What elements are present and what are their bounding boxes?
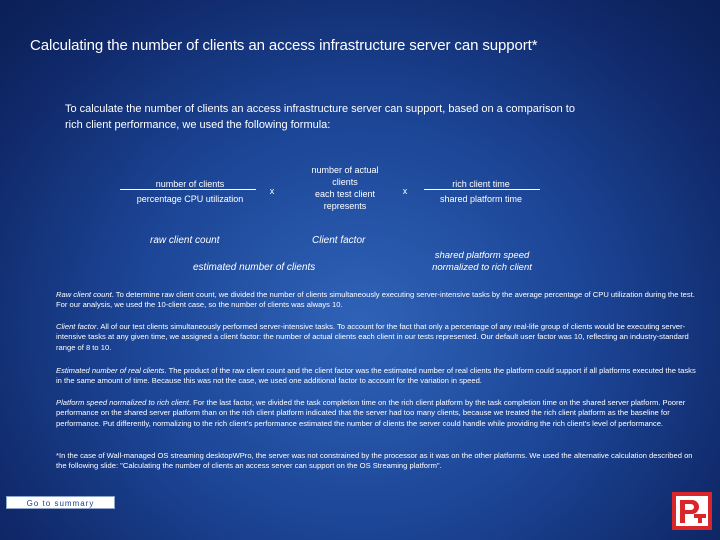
formula-term3-numerator: rich client time [452, 179, 510, 189]
paragraph-platform-speed [56, 398, 696, 429]
formula-label-raw-client-count: raw client count [150, 235, 220, 246]
pt-logo-icon [672, 492, 712, 530]
formula-operator-1: x [269, 186, 275, 196]
paragraph-factor-text: . All of our test clients simultaneously performed server-intensive tasks. To account for the fact that only a percentage of any real-life group of clients would be executing server-intensive tasks at any given time, we assigned a client factor: the number of actual clients each client in our tests represented. Our default user factor was 10, reflecting an industry-standard range of 8 to 10. [56, 322, 689, 352]
formula-operator-2: x [402, 186, 408, 196]
formula-term2-line4: represents [323, 201, 367, 211]
formula-term3-fraction-line [424, 189, 540, 190]
paragraph-client-factor [56, 322, 696, 353]
formula-label-speed [424, 250, 540, 274]
formula-term1-fraction-line [120, 189, 256, 190]
paragraph-estimated-clients [56, 366, 696, 387]
paragraph-speed-term: Platform speed normalized to rich client [56, 398, 189, 407]
formula-term2-line3: each test client [314, 189, 376, 199]
intro-text: To calculate the number of clients an access infrastructure server can support, based on a comparison to rich client performance, we used the following formula: [65, 103, 575, 131]
paragraph-raw-text: . To determine raw client count, we divided the number of clients simultaneously executing server-intensive tasks by the average percentage of CPU utilization during the test. For our analysis, we used the 10-client case, so the number of clients was always 10. [56, 290, 695, 310]
paragraph-footnote: *In the case of Wall-managed OS streaming desktopWPro, the server was not constrained by the processor as it was on the other platforms. We used the alternative calculation described on the following slide: "Calculating the number of clients an access server can support on the OS Streaming platform". [56, 451, 693, 471]
slide-title: Calculating the number of clients an access infrastructure server can support* [30, 37, 538, 54]
formula-term1-denominator: percentage CPU utilization [136, 194, 244, 204]
formula-label-speed-line2: normalized to rich client [432, 262, 532, 273]
formula-term2-line2: clients [332, 177, 358, 187]
paragraph-speed-text: . For the last factor, we divided the task completion time on the rich client platform by the task completion time on the shared server platform. Poorer performance on the shared server platform than on the rich client platform indicated that the server had too many clients, because we treated the rich client platform as the baseline for performance. Put differently, normalizing to the rich client's performance estimated the number of clients the server could handle while providing the rich client's level of performance. [56, 398, 686, 428]
paragraph-raw-term: Raw client count [56, 290, 112, 299]
principled-technologies-logo [672, 492, 712, 530]
formula-label-speed-line1: shared platform speed [434, 250, 530, 261]
formula-label-client-factor: Client factor [312, 235, 366, 246]
go-to-summary-button[interactable]: Go to summary [6, 496, 115, 509]
paragraph-estimated-text: . The product of the raw client count and the client factor was the estimated number of real clients the platform could support if all platforms executed the tasks in the same amount of time. Because this was not the case, we used one additional factor to account for the variation in speed. [56, 366, 696, 386]
formula-term3-denominator: shared platform time [439, 194, 523, 204]
formula-term1-numerator: number of clients [155, 179, 225, 189]
formula-term2-line1: number of actual [311, 165, 379, 175]
paragraph-estimated-term: Estimated number of real clients [56, 366, 165, 375]
paragraph-factor-term: Client factor [56, 322, 97, 331]
formula-label-estimated-clients: estimated number of clients [193, 262, 316, 273]
paragraph-raw-client-count [56, 290, 696, 311]
